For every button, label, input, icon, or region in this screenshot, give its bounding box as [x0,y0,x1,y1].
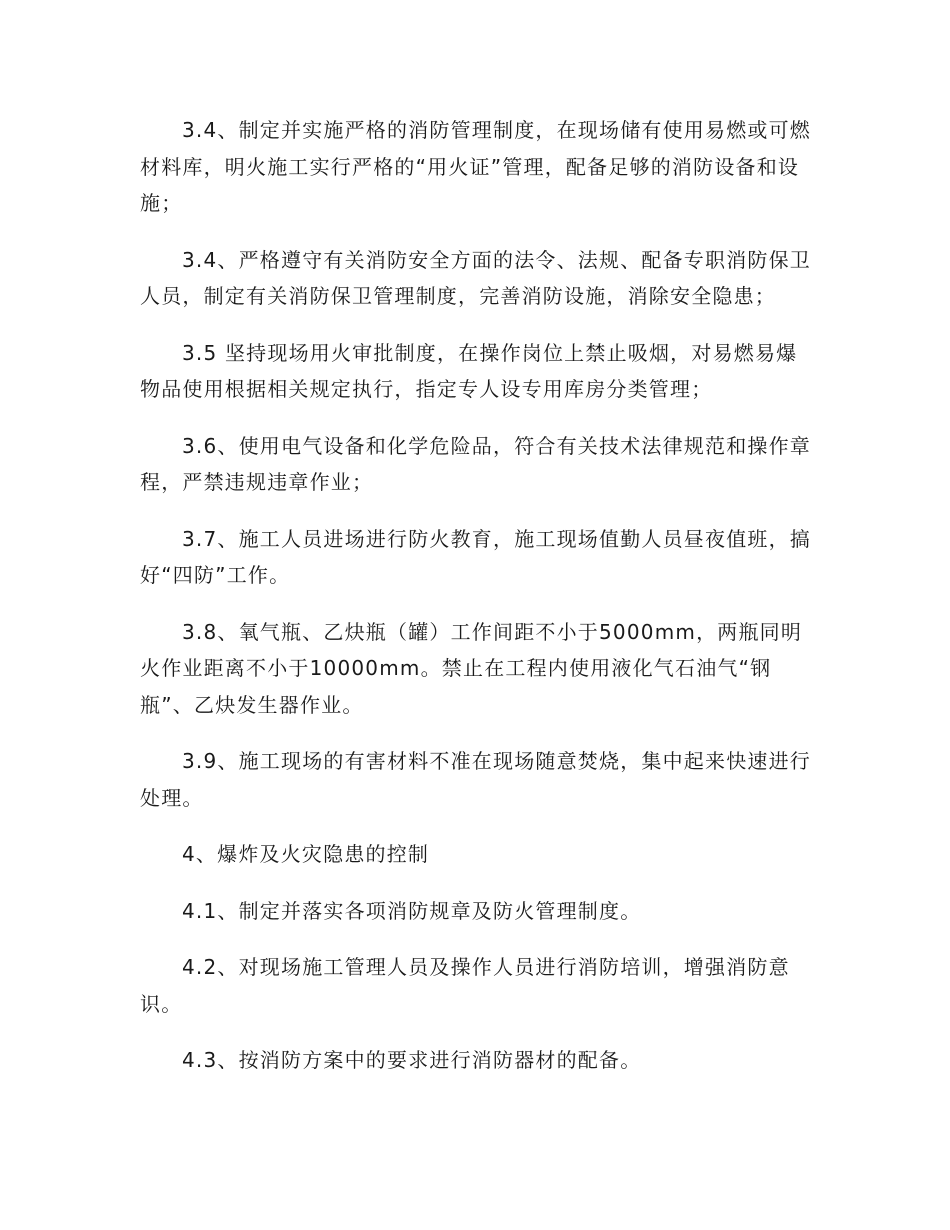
document-body [140,112,812,1099]
paragraph-3-4-fire-regulations: 3.4、严格遵守有关消防安全方面的法令、法规、配备专职消防保卫人员，制定有关消防保卫管理制度，完善消防设施，消除安全隐患； [140,247,812,308]
paragraph-3-5-fire-approval: 3.5 坚持现场用火审批制度，在操作岗位上禁止吸烟，对易燃易爆物品使用根据相关规定执行，指定专人设专用库房分类管理； [140,340,798,401]
paragraph-3-6-electrical-chemical: 3.6、使用电气设备和化学危险品，符合有关技术法律规范和操作章程，严禁违规违章作业； [140,433,812,494]
paragraph-3-8-gas-cylinders: 3.8、氧气瓶、乙炔瓶（罐）工作间距不小于5000mm，两瓶同明火作业距离不小于10000mm。禁止在工程内使用液化气石油气“钢瓶”、乙炔发生器作业。 [140,619,803,717]
paragraph-4-2: 4.2、对现场施工管理人员及操作人员进行消防培训，增强消防意识。 [140,955,790,1016]
paragraph-3-7-fire-education: 3.7、施工人员进场进行防火教育，施工现场值勤人员昼夜值班，搞好“四防”工作。 [140,526,812,587]
paragraph-3-4-fire-management: 3.4、制定并实施严格的消防管理制度，在现场储有使用易燃或可燃材料库，明火施工实行严格的“用火证”管理，配备足够的消防设备和设施； [140,118,812,215]
paragraph-3-9-hazardous-materials: 3.9、施工现场的有害材料不准在现场随意焚烧，集中起来快速进行处理。 [140,749,812,810]
paragraph-4-3: 4.3、按消防方案中的要求进行消防器材的配备。 [182,1048,642,1072]
paragraph-4-1: 4.1、制定并落实各项消防规章及防火管理制度。 [182,898,642,923]
section-heading-4: 4、爆炸及火灾隐患的控制 [182,842,430,866]
